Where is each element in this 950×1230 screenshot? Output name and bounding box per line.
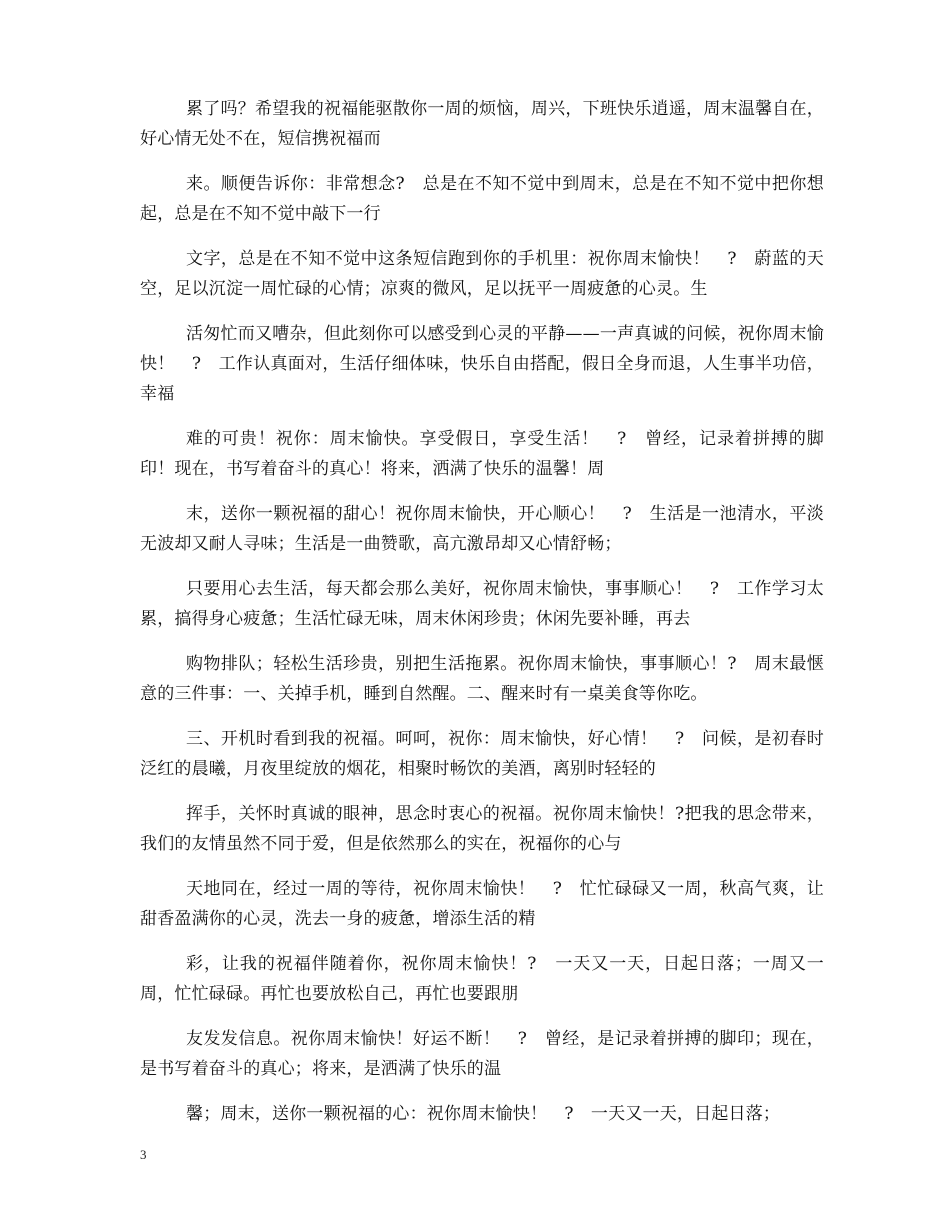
- paragraph-13: 友发发信息。祝你周末愉快！好运不断！ ? 曾经，是记录着拼搏的脚印；现在，是书写着奋斗的真心；将来，是洒满了快乐的温: [140, 1029, 824, 1079]
- paragraph-4: 活匆忙而又嘈杂，但此刻你可以感受到心灵的平静——一声真诚的问候，祝你周末愉快！ ? 工作认真面对，生活仔细体味，快乐自由搭配，假日全身而退，人生事半功倍，幸福: [140, 324, 824, 404]
- paragraph-6: 末，送你一颗祝福的甜心！祝你周末愉快，开心顺心！ ? 生活是一池清水，平淡无波却又耐人寻味；生活是一曲赞歌，高亢激昂却又心情舒畅；: [140, 504, 824, 554]
- paragraph-2: 来。顺便告诉你：非常想念? 总是在不知不觉中到周末，总是在不知不觉中把你想起，总是在不知不觉中敲下一行: [140, 174, 824, 224]
- paragraph-14: 馨；周末，送你一颗祝福的心：祝你周末愉快！ ? 一天又一天，日起日落；: [186, 1104, 781, 1124]
- page-number: 3: [140, 1147, 147, 1162]
- paragraph-12: 彩，让我的祝福伴随着你，祝你周末愉快！? 一天又一天，日起日落；一周又一周，忙忙碌碌。再忙也要放松自己，再忙也要跟朋: [140, 954, 824, 1004]
- paragraph-11: 天地同在，经过一周的等待，祝你周末愉快！ ? 忙忙碌碌又一周，秋高气爽，让甜香盈满你的心灵，洗去一身的疲惫，增添生活的精: [140, 879, 824, 929]
- paragraph-10: 挥手，关怀时真诚的眼神，思念时衷心的祝福。祝你周末愉快！?把我的思念带来，我们的友情虽然不同于爱，但是依然那么的实在，祝福你的心与: [140, 804, 824, 854]
- paragraph-9: 三、开机时看到我的祝福。呵呵，祝你：周末愉快，好心情！ ? 问候，是初春时泛红的晨曦，月夜里绽放的烟花，相聚时畅饮的美酒，离别时轻轻的: [140, 729, 824, 779]
- paragraph-3: 文字，总是在不知不觉中这条短信跑到你的手机里：祝你周末愉快！ ? 蔚蓝的天空，足以沉淀一周忙碌的心情；凉爽的微风，足以抚平一周疲惫的心灵。生: [140, 249, 824, 299]
- paragraph-8: 购物排队；轻松生活珍贵，别把生活拖累。祝你周末愉快，事事顺心！? 周末最惬意的三件事：一、关掉手机，睡到自然醒。二、醒来时有一桌美食等你吃。: [140, 654, 824, 704]
- paragraph-1: 累了吗？希望我的祝福能驱散你一周的烦恼，周兴，下班快乐逍遥，周末温馨自在，好心情无处不在，短信携祝福而: [140, 99, 824, 149]
- paragraph-7: 只要用心去生活，每天都会那么美好，祝你周末愉快，事事顺心！ ? 工作学习太累，搞得身心疲惫；生活忙碌无味，周末休闲珍贵；休闲先要补睡，再去: [140, 579, 824, 629]
- paragraph-5: 难的可贵！祝你：周末愉快。享受假日，享受生活！ ? 曾经，记录着拼搏的脚印！现在，书写着奋斗的真心！将来，洒满了快乐的温馨！周: [140, 429, 824, 479]
- body-text: [140, 94, 824, 1144]
